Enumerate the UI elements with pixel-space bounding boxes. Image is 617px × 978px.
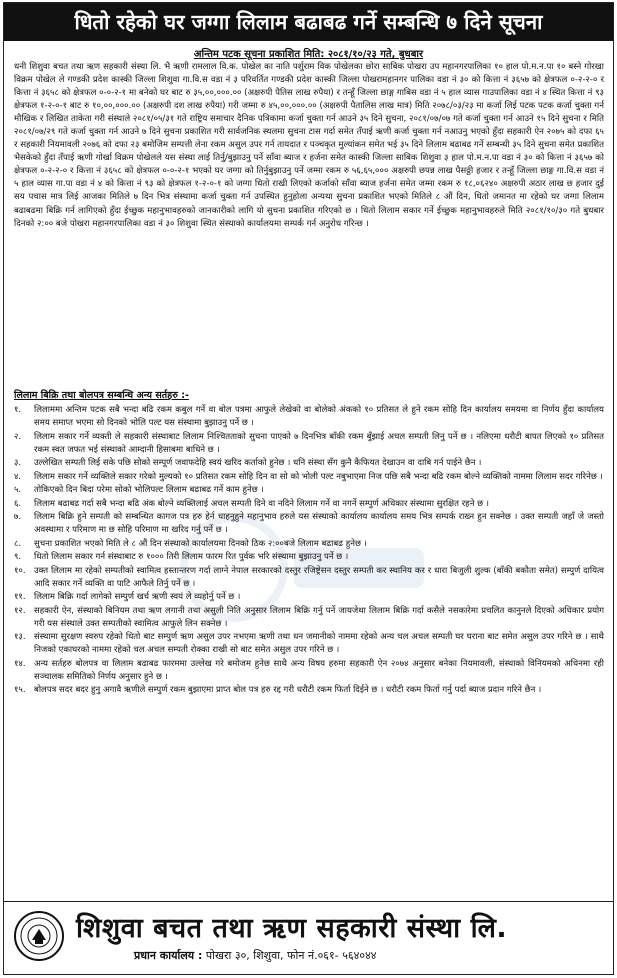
term-number: ३. — [14, 458, 22, 468]
term-item — [14, 484, 604, 497]
term-text: अन्य सर्तहरु बोलपत्र वा लिलाम बढाबढ फारममा उल्लेख गरे बमोजम हुनेछ साथै अन्य विषय हरुमा सहकारी ऐन २०७४ अनुसार बनेका नियमावली, संस्थाको विनियमको अधिनमा रही सञ्चालक समितिको निर्णय अनुसार हुने छ । — [34, 658, 604, 682]
term-text: सुचना प्रकाशित भएको मिति ले ८ औं दिन संस्थाको कार्यालयमा दिनको ठिक २:००बजे लिलाम बढाबढ हुनेछ । — [34, 538, 367, 549]
term-text: धितो लिलाम सकार गर्न संस्थाबाट रु १००० तिरी लिलाम फारम रित पुर्वक भरि संस्थामा बुझाउनु पर्ने छ । — [34, 552, 349, 562]
term-text: लिलाम बिक्रि गर्दा लागेको सम्पुर्ण खर्च ऋणी स्वयं ले व्यहोर्नु पर्ने छ । — [34, 592, 241, 602]
term-text: लिलाम बिक्रि हुने सम्पती को सम्बन्धित कागज पत्र हरु हेर्न चाहनुहुने महानुभाव हरुले यस संस्थाको कार्यालय कार्यालय समय भित्र सम्पर्क राख्न हुन सक्नेछ । उक्त सम्पती जहाँ जे जस्तो अवस्थामा र परिमाण मा छ सोहि परिमाण मा खरिद गर्नु पर्ने छ । — [34, 512, 604, 535]
term-item — [14, 605, 604, 631]
office-address-line — [134, 948, 377, 963]
term-number: १२. — [14, 605, 26, 616]
term-number: ९. — [14, 552, 22, 562]
term-text: बोलपत्र सदर बदर हुनु अगावै ऋणीले सम्पुर्ण रकम बुझाएमा प्राप्त बोल पत्र हरु रद्द गरी धरौटी रकम फिर्ता दिईने छ । धरौटी रकम फिर्ता गर्नु पर्दा ब्याज प्रदान गरिने छैन । — [34, 685, 542, 695]
publication-date-line — [4, 46, 613, 60]
publication-date-text: अन्तिम पटक सूचना प्रकाशित मिति: २०८१/१०/२३ गते, बुधबार — [193, 49, 424, 60]
notice-page — [3, 2, 614, 975]
term-item — [14, 538, 604, 551]
organization-name: शिशुवा बचत तथा ऋण सहकारी संस्था लि. — [76, 913, 508, 944]
term-number: ८. — [14, 538, 22, 549]
terms-list — [14, 404, 604, 698]
term-item — [14, 404, 604, 430]
term-item — [14, 457, 604, 470]
term-number: १०. — [14, 565, 26, 576]
term-number: १. — [14, 405, 22, 415]
term-number: ५. — [14, 485, 22, 495]
term-number: ६. — [14, 498, 22, 509]
term-item — [14, 511, 604, 537]
notice-title: धितो रहेको घर जग्गा लिलाम बढाबढ गर्ने सम्बन्धि ७ दिने सूचना — [4, 3, 613, 41]
term-item — [14, 658, 604, 684]
term-text: सहकारी ऐन, संस्थाको बिनियम तथा ऋण लगानी तथा असुली निति अनुसार लिलाम बिक्रि गर्नु पर्ने जायजेथा लिलाम बिक्रि गर्दा कसैले नसकारेमा प्रचलित कानुनले दिएको अधिकार प्रयोग गरी यस संस्थाले उक्त सम्पतीको स्वामित्व आफुले लिन सक्नेछ । — [34, 605, 604, 629]
term-number: १४. — [14, 658, 26, 669]
footer — [4, 901, 613, 975]
term-text: तोकिएको दिन बिदा परेमा सोको भोलिपल्ट लिलाम बढाबढ गर्ने काम हुनेछ । — [34, 485, 264, 495]
term-item — [14, 498, 604, 511]
term-text: संस्थामा सुरक्षण स्वरुप रहेको धितो बाट सम्पुर्ण ऋण असुल उपर नभएमा ऋणी तथा धन जमानीको नाममा रहेको अन्य चल अचल सम्पती घर घराना बाट समेत असुल उपर गरिने छ । साथै निजको एकाघरको नाममा रहेको चल अचल सम्पती रोक्का राखी सो बाट समेत असुल उपर गरिने छ । — [34, 632, 604, 655]
notice-body: धनी शिशुवा बचत तथा ऋण सहकारी संस्था लि. भै ऋणी रामलाल वि.क. पोखेल का नाति पर्शुराम विक पोखेलका छोरा साबिक पोखरा उप महानगरपालिका १० हाल पो.म.न.पा १० बस्ने गोरखा विक्रम पोखेल ले गण्डकी प्रदेश कास्की जिल्ला शिशुवा गा.वि.स वडा नं ३ परिवर्तित गण्डकी प्रदेश कास्की जिल्ला पोखरामहानगर पालिका वडा नं ३० को कित्ता नं ३६५७ को क्षेत्रफल ०-२-२-० र कित्ता नं ३६५८ को क्षेत्रफल ०-०-२-१ मा बनेको घर बाट रु ३५,००,०००.०० (अक्षरुपी पैतिस लाख रुपैया) र तन्हूँ जिल्ला छाङ्ग गाबिस वडा नं ५ हाल व्यास गाउपालिका वडा नं ४ स्थित कित्ता नं ९३ क्षेत्रफल १-२-०-१ बाट रु १०,००,०००.०० (अक्षरुपी दश लाख रुपैया) गरी जम्मा रु ४५,००,०००.०० (अक्षरुपी पैतालिस लाख मात्र) मिति २०७८/०३/२३ मा कर्जा लिई पटक पटक कर्जा चुक्ता गर्न मौखिक र लिखित ताकेता गरी संस्थाले २०८१/०५/३१ गते राष्ट्रिय समाचार दैनिक पत्रिकामा कर्जा चुक्ता गर्न आउने ३५ दिने सुचना, २०८१/०७/०७ गते कर्जा चुक्ता गर्न आउने १५ दिने सुचना र मिति २०८१/०७/२९ गते कर्जा चुक्ता गर्न आउने ७ दिने सुचना प्रकाशित गरी सार्वजनिक स्थलमा सुचना टास गर्दा समेत तँपाई ऋणी कर्जा चुक्ता गर्न नआउनु भएको हुँदा सहकारी ऐन २०७५ को दफा ६५ र सहकारी नियमावली २०७६ को दफा २३ बमोजिम सम्पत्ती लेना रकम असुल उपर गर्न तायदात र पञ्चकृत मुल्यांकन समेत भई ३५ दिने लिलाम बढाबढ गर्ने सम्बन्धी ३५ दिने सुचना समेत प्रकाशित भैसकेको हुँदा तँपाई ऋणी गोर्खा विक्रम पोखेलले यस संस्था लाई तिर्नु/बुझाउनु पर्ने साँवा ब्याज र हर्जना समेत कास्की जिल्ला साबिक शिशुवा ३ हाल पो.म.न.पा वडा नं ३० को कित्ता नं ३६५७ को क्षेत्रफल ०-२-२-० र कित्ता नं ३६५८ को क्षेत्रफल ०-०-२-१ भएको घर जग्गा को तिर्नुबुझाउनु पर्ने जम्मा रकम रु ५६,६५,००० अक्षरुपी छपन्न लाख पैसठ्ठी हजार र तन्हूँ जिल्ला छाङ्ग गा.वि.स वडा नं ५ हाल व्यास गा.पा वडा नं ४ को कित्ता नं ९३ को क्षेत्रफल १-२-०-१ को जग्गा धितो राखी लिएको कर्जाको साँवा ब्याज हर्जना समेत जम्मा रकम रु १८,०६२४० अक्षरुपी अठार लाख छ हजार दुई सय पचास मात्र लिई आजका मितिले ७ दिन भित्र संस्थामा कर्जा चुक्ता गर्न उपस्थित हुनुहोला अन्यथा सुचना प्रकाशित भएको मितिले ८ औं दिन, धितो जमानत मा रहेको घर जग्गा लिलाम बढाबढमा बिक्रि गर्न लागिएको हुँदा ईच्छुक महानुभावहरुको जानकारीको लागि यो सुचना प्रकाशित गरिएको छ । धितो लिलाम सकार गर्ने ईच्छुक महानुभावहरुले मिति २०८१/१०/३० गते बुधबार दिनको २:०० बजे पोखरा महानगरपालिका वडा नं ३० शिशुवा स्थित संस्थाको कार्यालयमा सम्पर्क गर्न अनुरोध गरिन्छ । — [14, 62, 604, 229]
term-number: ७. — [14, 512, 22, 522]
office-address: पोखरा ३०, शिशुवा, फोन नं.०६१- ५६४०४४ — [205, 949, 377, 962]
term-item — [14, 565, 604, 591]
term-item — [14, 684, 604, 697]
term-item — [14, 551, 604, 564]
term-item — [14, 591, 604, 604]
term-text: उक्त लिलाम मा रहेको सम्पतीको स्वामित्व हस्तान्तरण गर्दा लाग्ने नेपाल सरकारको दस्तुर रजिष्ट्रेसन दस्तुर सम्पती कर स्थानिय कर र धारा बिजुली शुल्क (बाँकी बकौता समेत) सम्पुर्ण दायित्व आदि सकार गर्ने व्यक्ति वा पाटि आफैले तिर्नु पर्ने छ । — [34, 565, 604, 589]
cooperative-logo — [14, 911, 64, 961]
term-text: उल्लेखित सम्पती लिई सके पछि सोको सम्पूर्ण जवाफदेहि स्वयं खरिद कर्ताको हुनेछ । धनि संस्था सँग कुनै कैफियत देखाउन वा दाबि गर्न पाईने छैन । — [34, 458, 482, 468]
term-number: १५. — [14, 685, 26, 695]
term-number: ४. — [14, 471, 22, 482]
term-text: लिलाम बढाबढ गर्दा सबै भन्दा बढि अंक बोल्ने व्यक्तिलाई अचल सम्पती दिने वा नदिने लिलाम गर्ने वा नगर्ने सम्पुर्ण अधिकार संस्थामा सुरक्षित रहने छ । — [34, 498, 489, 509]
term-item — [14, 471, 604, 484]
terms-heading: लिलाम बिक्रि तथा बोलपत्र सम्बन्धि अन्य सर्तहरु :- — [14, 390, 189, 401]
term-number: २. — [14, 431, 22, 442]
office-label: प्रधान कार्यालय : — [134, 949, 203, 962]
term-text: लिलाममा अन्तिम पटक सबै भन्दा बढि रकम कबुल गर्ने वा बोल पत्रमा आफुले लेखेको वा बोलेको अंकको १० प्रतिसत ले हुने रकम सोहि दिन कार्यालय समयमा वा निर्णय हुँदा कार्यालय समय समाप्त भएमा सो दिनको भोलि पल्ट यस संस्थामा बुझाउनु पर्ने छ । — [34, 405, 604, 428]
term-number: ११. — [14, 592, 26, 602]
term-text: लिलाम सकार गर्ने व्यक्तिले सकार गरेको मुल्यको १० प्रतिसत रकम सोहि दिन वा सो को भोली पल्ट नबुभाएमा निज पछि सबै भन्दा बढि रकम बोल्ने व्यक्तिको नाममा लिलाम सदर गरिनेछ । — [34, 471, 603, 482]
term-item — [14, 431, 604, 457]
term-number: १३. — [14, 632, 26, 642]
term-item — [14, 631, 604, 657]
term-text: लिलाम सकार गर्ने व्यक्ती ले सहकारी संस्थाबाट लिलाम निश्चितताको सुचना पाएको ७ दिनभित्र बाँकी रकम बुँझाई अचल सम्पती लिनु पर्ने छ । नलिएमा धरौटी बापत लिएको १० प्रतिसत रकम स्वत जफत भई संस्थाको आम्दानी हिसाबमा बाधिने छ । — [34, 431, 604, 455]
